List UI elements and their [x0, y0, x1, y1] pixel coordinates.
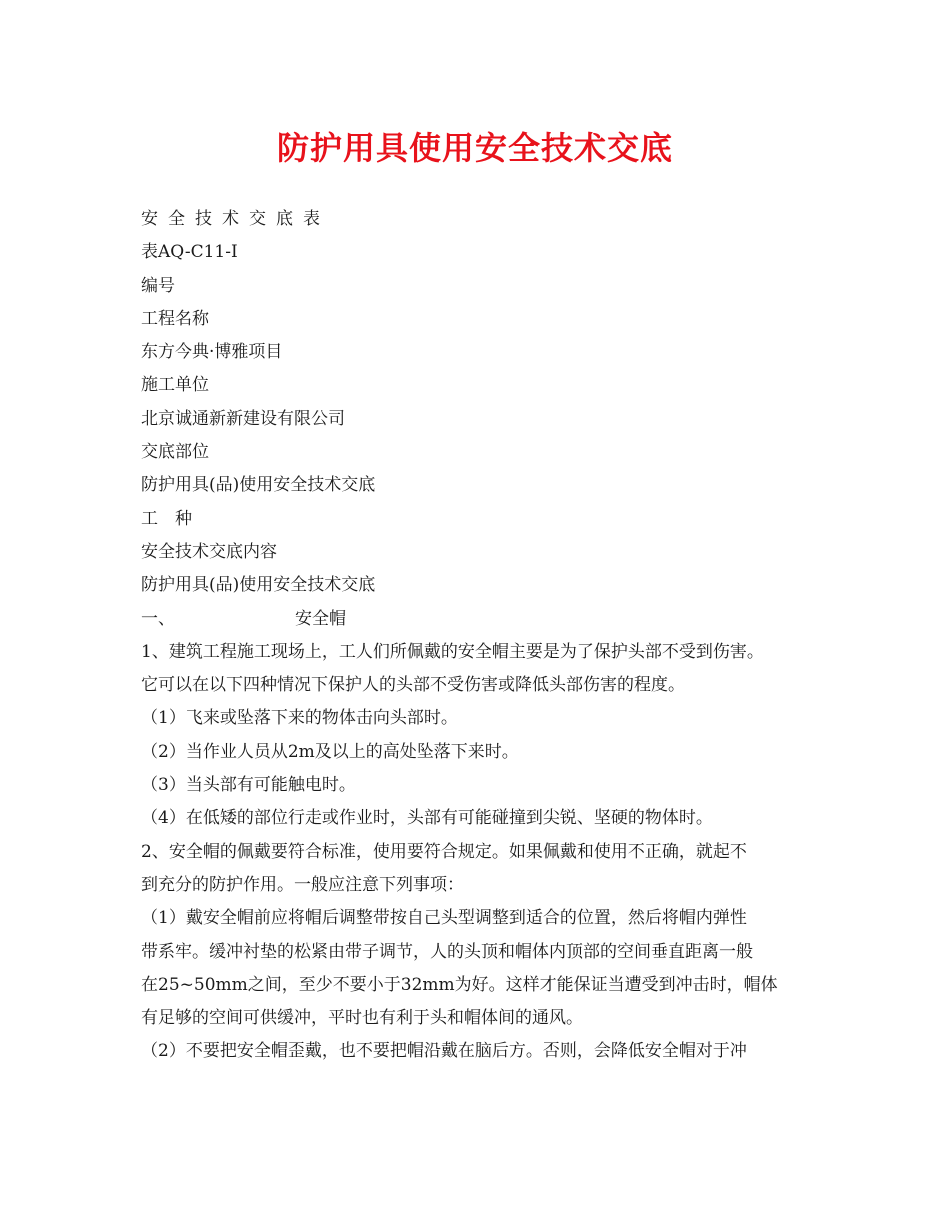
body-line: 带系牢。缓冲衬垫的松紧由带子调节，人的头顶和帽体内顶部的空间垂直距离一般	[141, 941, 753, 962]
project-name-label: 工程名称	[141, 308, 209, 329]
briefing-content-value: 防护用具(品)使用安全技术交底	[141, 575, 376, 596]
briefing-location-value: 防护用具(品)使用安全技术交底	[141, 475, 376, 496]
project-name-value: 东方今典·博雅项目	[141, 342, 283, 363]
body-line: （1）飞来或坠落下来的物体击向头部时。	[141, 708, 458, 729]
section-title: 安全帽	[295, 608, 346, 629]
body-line: （2）当作业人员从2m及以上的高处坠落下来时。	[141, 741, 519, 762]
document-body	[141, 203, 841, 1069]
contractor-value: 北京诚通新新建设有限公司	[141, 408, 345, 429]
body-line: 1、建筑工程施工现场上，工人们所佩戴的安全帽主要是为了保护头部不受到伤害。	[141, 641, 764, 662]
briefing-content-label: 安全技术交底内容	[141, 541, 277, 562]
contractor-label: 施工单位	[141, 375, 209, 396]
document-title: 防护用具使用安全技术交底	[276, 129, 673, 167]
serial-number-label: 编号	[141, 275, 175, 296]
body-line: 有足够的空间可供缓冲，平时也有利于头和帽体间的通风。	[141, 1008, 583, 1029]
body-line: （3）当头部有可能触电时。	[141, 775, 356, 796]
body-line: 到充分的防护作用。一般应注意下列事项：	[141, 874, 464, 895]
body-line: 在25~50mm之间，至少不要小于32mm为好。这样才能保证当遭受到冲击时，帽体	[141, 974, 778, 995]
form-title: 安全技术交底表	[141, 209, 330, 229]
body-line: （1）戴安全帽前应将帽后调整带按自己头型调整到适合的位置，然后将帽内弹性	[141, 908, 747, 929]
section-heading	[141, 603, 841, 636]
briefing-location-label: 交底部位	[141, 442, 209, 463]
section-number: 一、	[141, 608, 175, 629]
body-line: 2、安全帽的佩戴要符合标准，使用要符合规定。如果佩戴和使用不正确，就起不	[141, 841, 747, 862]
form-code: 表AQ-C11-I	[141, 242, 238, 263]
body-line: （4）在低矮的部位行走或作业时，头部有可能碰撞到尖锐、坚硬的物体时。	[141, 808, 713, 829]
work-type-label: 工 种	[141, 508, 192, 529]
body-line: 它可以在以下四种情况下保护人的头部不受伤害或降低头部伤害的程度。	[141, 675, 685, 696]
body-line: （2）不要把安全帽歪戴，也不要把帽沿戴在脑后方。否则，会降低安全帽对于冲	[141, 1041, 747, 1062]
